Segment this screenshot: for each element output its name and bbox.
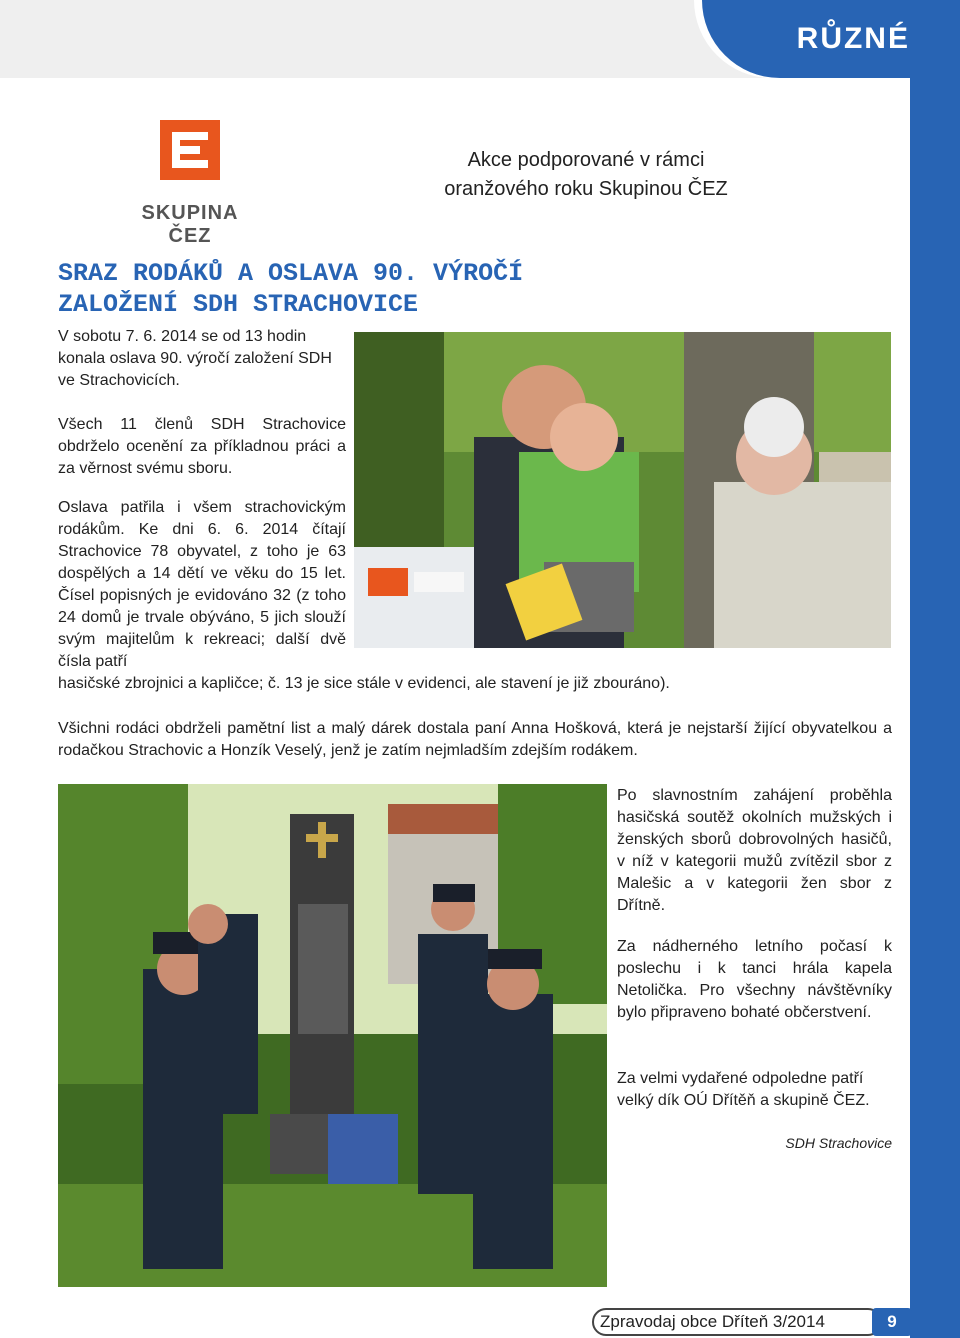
photo-oldest-and-youngest-native [354, 332, 891, 648]
paragraph-intro: V sobotu 7. 6. 2014 se od 13 hodin konala oslava 90. výročí založení SDH ve Strachovicích. [58, 328, 332, 389]
section-label: RŮZNÉ [796, 22, 910, 55]
paragraph-competition: Po slavnostním zahájení proběhla hasičská soutěž okolních mužských i ženských sborů dobrovolných hasičů, v níž v kategorii mužů zvítězil sbor z Malešic a v kategorii žen sbor z Dřítně. [617, 787, 892, 914]
headline-line-1: SRAZ RODÁKŮ A OSLAVA 90. VÝROČÍ [58, 259, 524, 288]
paragraph-gifts: Všichni rodáci obdrželi pamětní list a malý dárek dostala paní Anna Hošková, která je nejstarší žijící obyvatelkou a rodačkou Strachovic a Honzík Veselý, jenž je zatím nejmladším zdejším rodákem. [58, 720, 892, 759]
cez-logo [120, 120, 260, 247]
promo-caption [400, 146, 772, 204]
promo-line-2: oranžového roku Skupinou ČEZ [444, 178, 728, 200]
cez-logo-text: SKUPINA ČEZ [141, 202, 239, 247]
right-stripe [910, 78, 960, 1338]
article-headline [58, 258, 658, 320]
paragraph-natives-continued: hasičské zbrojnici a kapličce; č. 13 je sice stále v evidenci, ale stavení je již zbouráno). [58, 675, 670, 692]
promo-line-1: Akce podporované v rámci [467, 149, 705, 171]
cez-logo-mark [160, 120, 220, 180]
footer-publication [592, 1308, 882, 1336]
paragraph-music: Za nádherného letního počasí k poslechu i k tanci hrála kapela Netolička. Pro všechny návštěvníky bylo připraveno bohaté občerstvení. [617, 938, 892, 1021]
page-number: 9 [872, 1308, 912, 1336]
paragraph-thanks: Za velmi vydařené odpoledne patří velký dík OÚ Dřítěň a skupině ČEZ. [617, 1070, 870, 1109]
paragraph-members: Všech 11 členů SDH Strachovice obdrželo ocenění za příkladnou práci a za věrnost svému sboru. [58, 416, 346, 477]
article-signature: SDH Strachovice [785, 1135, 892, 1151]
section-tab [702, 0, 960, 78]
headline-line-2: ZALOŽENÍ SDH STRACHOVICE [58, 290, 419, 319]
paragraph-natives: Oslava patřila i všem strachovickým rodákům. Ke dni 6. 6. 2014 čítají Strachovice 78 obyvatel, z toho je 63 dospělých a 14 dětí ve věku do 15 let. Čísel popisných je evidováno 32 (z toho 24 domů je trvale obýváno, 5 jich slouží svým majitelům k rekreaci; další dvě čísla patří [58, 499, 346, 670]
footer-publication-text: Zpravodaj obce Dříteň 3/2014 [600, 1312, 825, 1331]
photo-firefighters-at-memorial [58, 784, 607, 1287]
